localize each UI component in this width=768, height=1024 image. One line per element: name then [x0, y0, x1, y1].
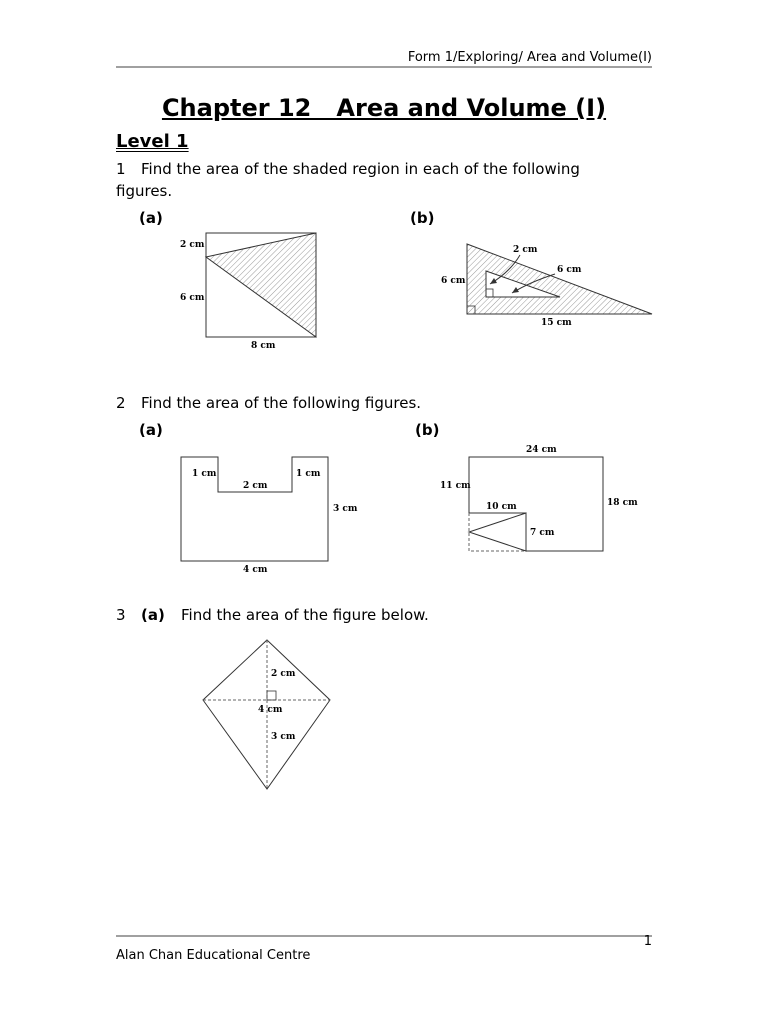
footer-centre: Alan Chan Educational Centre	[116, 948, 311, 963]
q3-text: Find the area of the figure below.	[181, 606, 429, 624]
q2a-base-label: 4 cm	[243, 565, 268, 575]
q2-text: Find the area of the following figures.	[141, 394, 422, 412]
q2a-label: (a)	[139, 421, 163, 439]
chapter-title: Chapter 12 Area and Volume (I)	[161, 94, 607, 122]
q3a-width-label: 4 cm	[258, 705, 283, 715]
q1b-figure	[441, 244, 652, 328]
q2b-left-label: 11 cm	[440, 481, 471, 491]
q3a-upper-label: 2 cm	[271, 669, 296, 679]
running-header: Form 1/Exploring/ Area and Volume(I)	[407, 50, 652, 65]
q2b-right-label: 18 cm	[607, 498, 638, 508]
q1-number: 1	[116, 160, 126, 178]
q3-number: 3	[116, 606, 126, 624]
q2b-figure	[440, 445, 638, 551]
q1a-top-label: 2 cm	[180, 240, 205, 250]
q3a-lower-label: 3 cm	[271, 732, 296, 742]
q1a-side-label: 6 cm	[180, 293, 205, 303]
q1a-bottom-label: 8 cm	[251, 341, 276, 351]
page-number: 1	[643, 934, 652, 949]
q1a-label: (a)	[139, 209, 163, 227]
level-heading: Level 1	[116, 131, 189, 152]
q1b-inner-long-label: 6 cm	[557, 265, 582, 275]
q1-text-line2: figures.	[116, 182, 173, 200]
q2a-right-notch-label: 1 cm	[296, 469, 321, 479]
q2-number: 2	[116, 394, 126, 412]
q1b-label: (b)	[410, 209, 435, 227]
q1-text-line1: Find the area of the shaded region in each of the following	[141, 160, 580, 178]
q1b-height-label: 6 cm	[441, 276, 466, 286]
footer-rule	[116, 935, 652, 937]
q1b-base-label: 15 cm	[541, 318, 572, 328]
q3a-figure	[203, 640, 330, 789]
q2a-left-notch-label: 1 cm	[192, 469, 217, 479]
q2a-gap-label: 2 cm	[243, 481, 268, 491]
q1a-figure	[180, 233, 316, 351]
q2b-notch-label: 10 cm	[486, 502, 517, 512]
q2b-label: (b)	[415, 421, 440, 439]
q1b-inner-label: 2 cm	[513, 245, 538, 255]
q2b-top-label: 24 cm	[526, 445, 557, 455]
q2a-height-label: 3 cm	[333, 504, 358, 514]
q2b-tri-label: 7 cm	[530, 528, 555, 538]
q3-part-label: (a)	[141, 606, 165, 624]
q2a-figure	[181, 457, 358, 575]
